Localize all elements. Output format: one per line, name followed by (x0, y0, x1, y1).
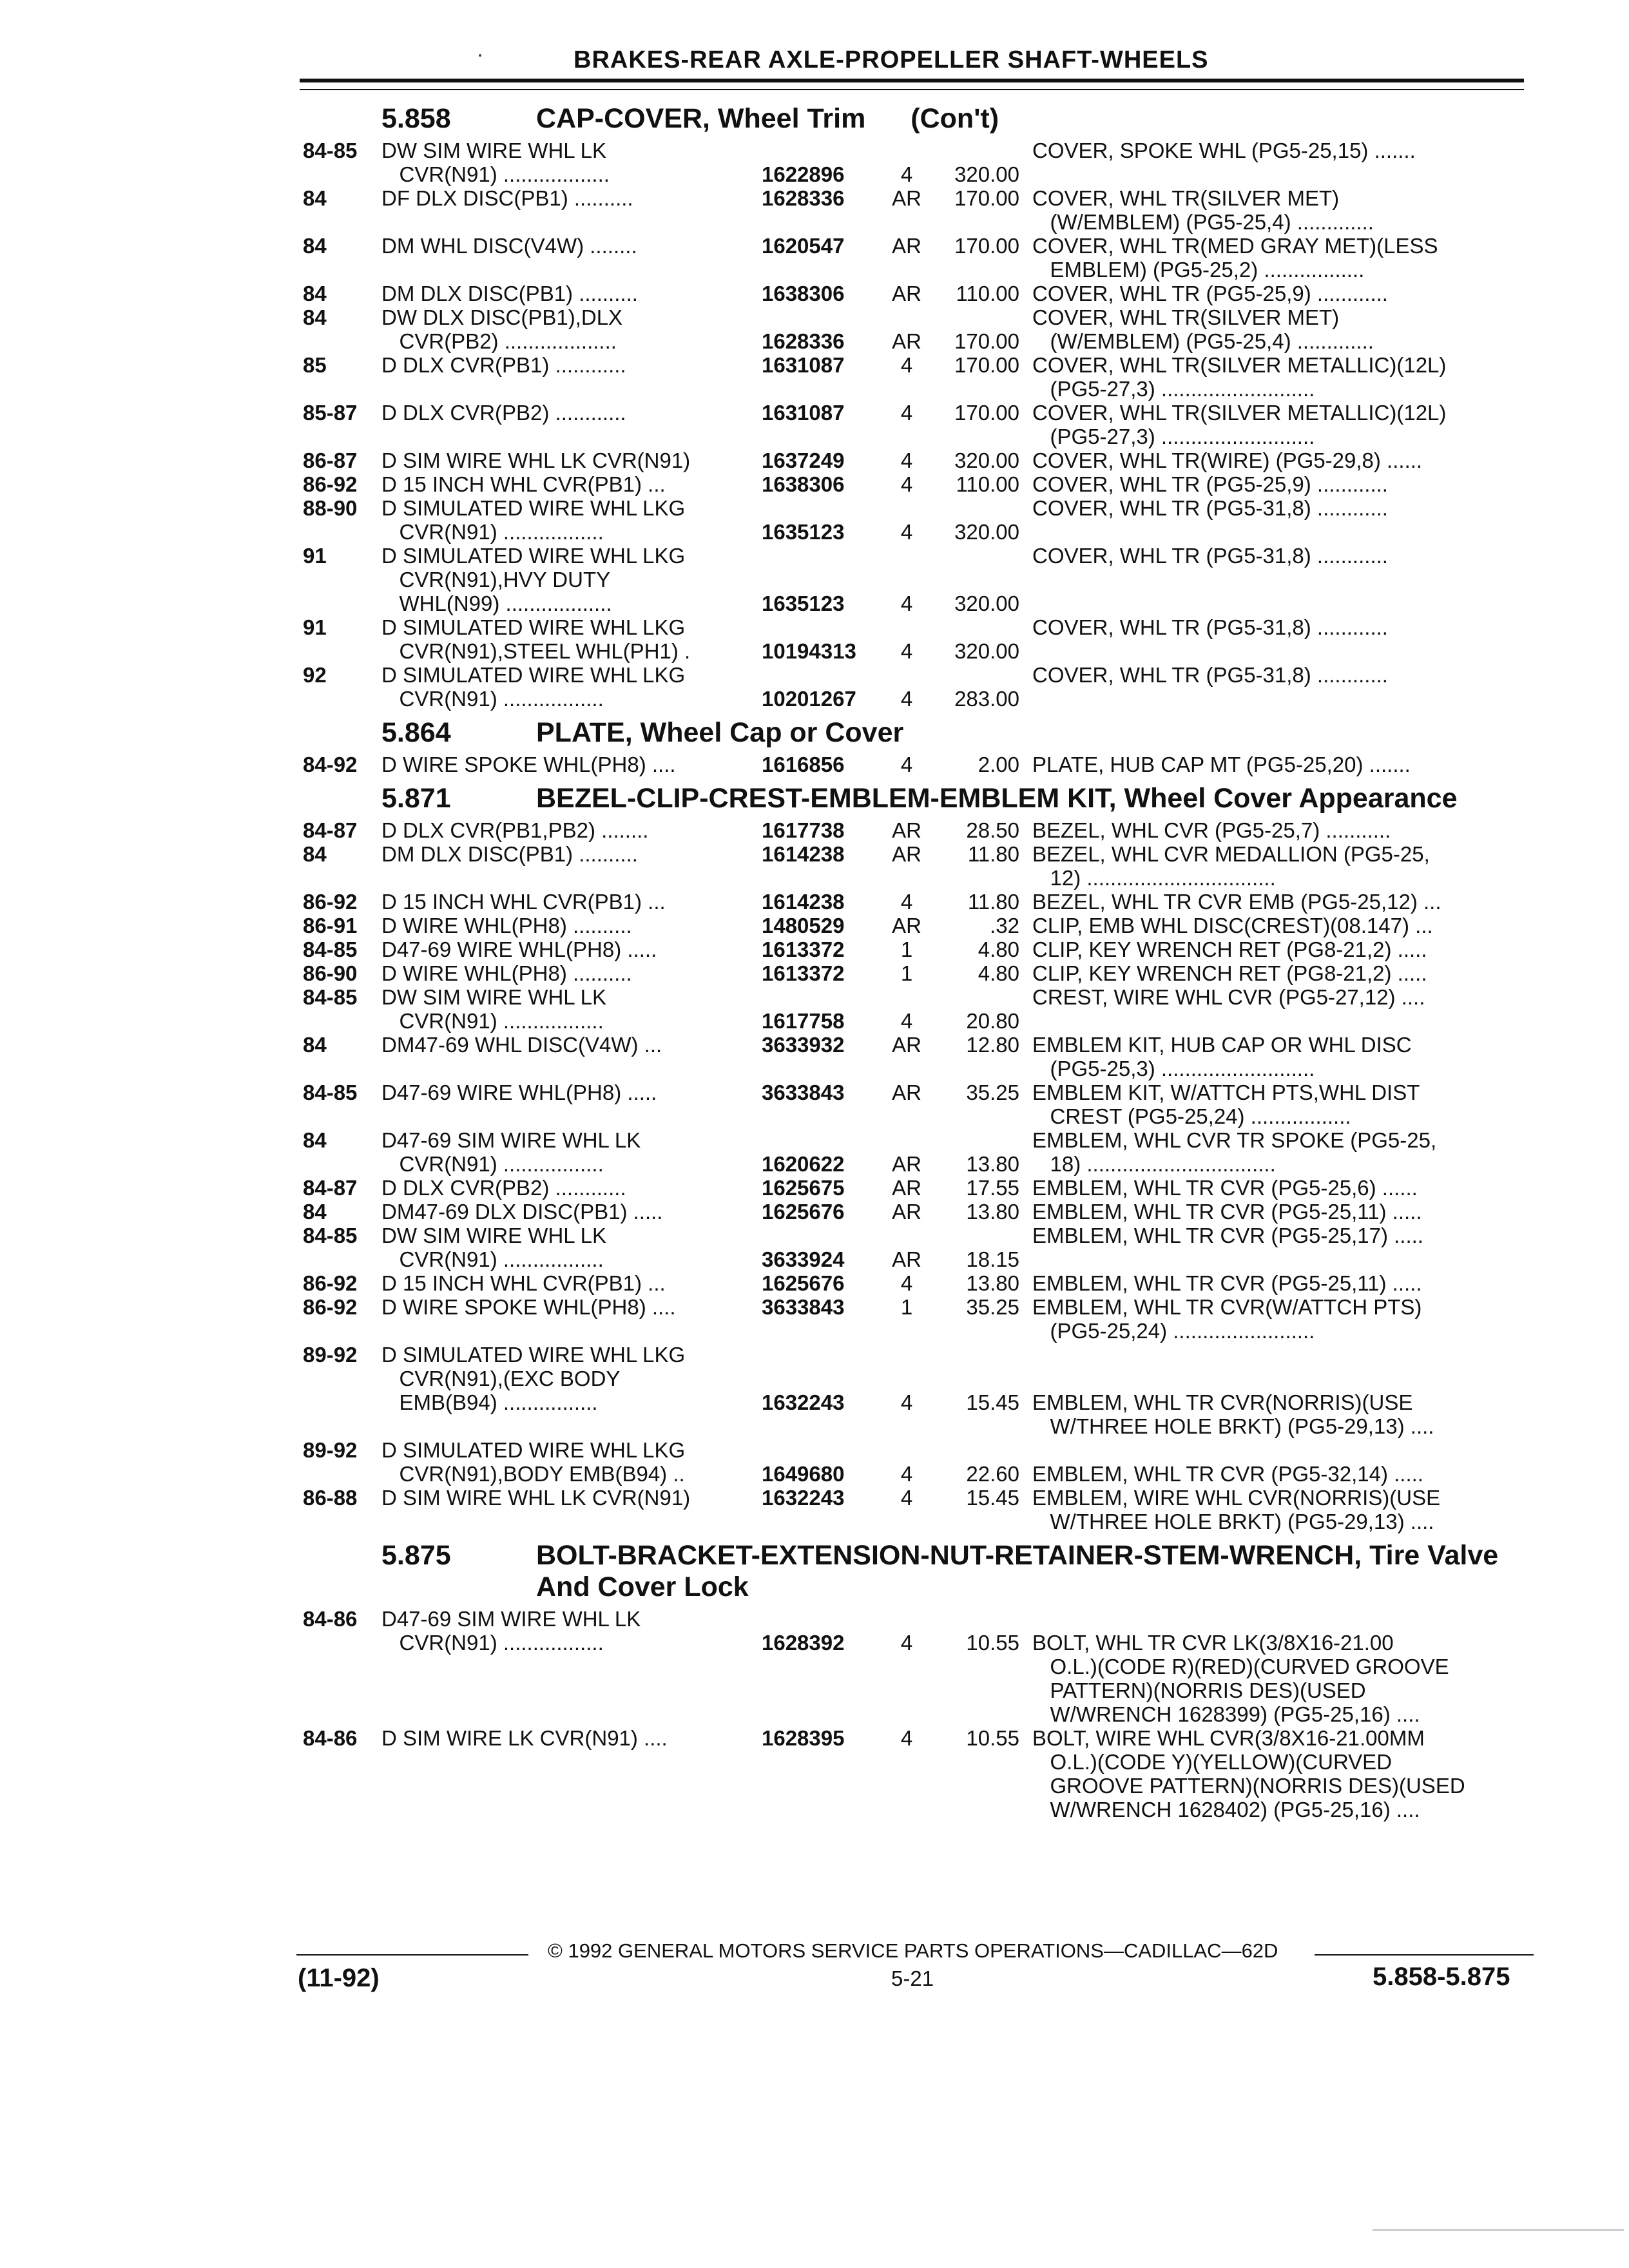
model-description: D47-69 WIRE WHL(PH8) ..... (381, 937, 657, 961)
price: 22.60 (966, 1462, 1019, 1486)
model-description: D WIRE SPOKE WHL(PH8) .... (381, 1295, 676, 1319)
model-description: D SIMULATED WIRE WHL LKG CVR(N91),STEEL WHL(PH1) . (381, 615, 691, 663)
part-row (303, 961, 1540, 985)
part-description: COVER, WHL TR (PG5-31,8) ............ (1032, 663, 1388, 687)
model-description: D SIM WIRE WHL LK CVR(N91) (381, 1486, 691, 1510)
part-description: COVER, WHL TR(SILVER METALLIC)(12L) (PG5-27,3) .......................... (1032, 353, 1447, 401)
quantity: 4 (900, 1271, 913, 1295)
part-description: EMBLEM, WHL CVR TR SPOKE (PG5-25, 18) ................................ (1032, 1128, 1437, 1176)
model-year: 84 (303, 186, 327, 210)
price: 28.50 (966, 818, 1019, 842)
model-description: D DLX CVR(PB1) ............ (381, 353, 626, 377)
quantity: 4 (900, 1726, 913, 1750)
part-description: COVER, WHL TR (PG5-25,9) ............ (1032, 282, 1388, 305)
part-row (303, 1726, 1540, 1821)
section-title: PLATE, Wheel Cap or Cover (536, 717, 904, 748)
model-year: 84-87 (303, 1176, 358, 1200)
part-number: 1628336 (762, 186, 845, 210)
model-year: 84-85 (303, 139, 358, 162)
quantity: AR (892, 282, 921, 305)
part-description: EMBLEM, WHL TR CVR (PG5-25,17) ..... (1032, 1224, 1423, 1247)
model-year: 84-86 (303, 1607, 358, 1631)
quantity: 4 (900, 1462, 913, 1486)
quantity: 4 (900, 639, 913, 663)
quantity: AR (892, 186, 921, 210)
section-title-wrap (536, 717, 1540, 749)
part-row (303, 1128, 1540, 1176)
quantity: AR (892, 842, 921, 866)
quantity: AR (892, 1200, 921, 1224)
part-description: COVER, WHL TR(SILVER MET) (W/EMBLEM) (PG5-25,4) ............. (1032, 305, 1374, 353)
part-number: 3633924 (762, 1247, 845, 1271)
model-year: 85 (303, 353, 327, 377)
quantity: AR (892, 1033, 921, 1057)
price: 110.00 (956, 282, 1019, 305)
part-description: COVER, WHL TR (PG5-25,9) ............ (1032, 472, 1388, 496)
part-number: 1613372 (762, 961, 845, 985)
quantity: 4 (900, 1486, 913, 1510)
part-number: 1613372 (762, 937, 845, 961)
part-row (303, 914, 1540, 937)
model-year: 84 (303, 1033, 327, 1057)
section-heading (303, 783, 1540, 814)
price: 170.00 (954, 353, 1019, 377)
model-description: DM47-69 DLX DISC(PB1) ..... (381, 1200, 663, 1224)
part-number: 1625675 (762, 1176, 845, 1200)
price: 13.80 (966, 1271, 1019, 1295)
quantity: 4 (900, 687, 913, 711)
part-number: 10194313 (762, 639, 856, 663)
model-year: 84 (303, 282, 327, 305)
part-row (303, 1033, 1540, 1081)
part-number: 1628392 (762, 1631, 845, 1655)
price: .32 (990, 914, 1019, 937)
parts-listing (303, 97, 1540, 1821)
section-number: 5.871 (381, 783, 451, 814)
price: 170.00 (954, 401, 1019, 425)
part-row (303, 353, 1540, 401)
price: 170.00 (954, 234, 1019, 258)
part-number: 1620547 (762, 234, 845, 258)
price: 320.00 (954, 639, 1019, 663)
section-title: CAP-COVER, Wheel Trim (536, 103, 866, 134)
model-description: DW SIM WIRE WHL LK CVR(N91) ................. (381, 1224, 606, 1271)
price: 15.45 (966, 1390, 1019, 1414)
quantity: 4 (900, 1631, 913, 1655)
part-row (303, 1343, 1540, 1438)
price: 10.55 (966, 1726, 1019, 1750)
quantity: 4 (900, 591, 913, 615)
model-description: DM DLX DISC(PB1) .......... (381, 842, 638, 866)
part-row (303, 890, 1540, 914)
part-number: 1628395 (762, 1726, 845, 1750)
part-description: COVER, WHL TR (PG5-31,8) ............ (1032, 496, 1388, 520)
part-number: 10201267 (762, 687, 856, 711)
header-rule-thin (300, 89, 1524, 90)
price: 4.80 (978, 937, 1019, 961)
model-year: 86-92 (303, 472, 358, 496)
part-number: 1649680 (762, 1462, 845, 1486)
part-description: EMBLEM, WHL TR CVR(NORRIS)(USE W/THREE HOLE BRKT) (PG5-29,13) .... (1032, 1390, 1434, 1438)
part-number: 3633843 (762, 1081, 845, 1104)
model-year: 84 (303, 1200, 327, 1224)
part-row (303, 472, 1540, 496)
scan-speck (479, 54, 481, 57)
price: 2.00 (978, 753, 1019, 776)
model-year: 85-87 (303, 401, 358, 425)
section-title: BOLT-BRACKET-EXTENSION-NUT-RETAINER-STEM-WRENCH, Tire Valve And Cover Lock (536, 1540, 1499, 1602)
footer-rule-right (1315, 1954, 1534, 1956)
model-year: 88-90 (303, 496, 358, 520)
model-description: DM WHL DISC(V4W) ........ (381, 234, 637, 258)
model-year: 84 (303, 842, 327, 866)
quantity: 4 (900, 162, 913, 186)
model-description: D WIRE WHL(PH8) .......... (381, 961, 632, 985)
part-row (303, 1607, 1540, 1726)
model-description: DM47-69 WHL DISC(V4W) ... (381, 1033, 662, 1057)
quantity: 4 (900, 448, 913, 472)
price: 13.80 (966, 1152, 1019, 1176)
part-description: CLIP, EMB WHL DISC(CREST)(08.147) ... (1032, 914, 1433, 937)
footer-rule-left (296, 1954, 528, 1956)
price: 110.00 (956, 472, 1019, 496)
part-row (303, 985, 1540, 1033)
price: 320.00 (954, 520, 1019, 544)
price: 35.25 (966, 1081, 1019, 1104)
section-title-wrap (536, 103, 1540, 135)
model-year: 86-92 (303, 1295, 358, 1319)
model-year: 84-85 (303, 1224, 358, 1247)
model-year: 89-92 (303, 1438, 358, 1462)
model-description: D DLX CVR(PB2) ............ (381, 401, 626, 425)
price: 18.15 (966, 1247, 1019, 1271)
copyright: © 1992 GENERAL MOTORS SERVICE PARTS OPERATIONS—CADILLAC—62D (548, 1939, 1278, 1962)
part-row (303, 937, 1540, 961)
price: 320.00 (954, 591, 1019, 615)
part-number: 1614238 (762, 842, 845, 866)
revision-date: (11-92) (298, 1964, 380, 1992)
part-description: PLATE, HUB CAP MT (PG5-25,20) ....... (1032, 753, 1411, 776)
model-year: 91 (303, 544, 327, 568)
price: 11.80 (967, 842, 1019, 866)
part-description: COVER, SPOKE WHL (PG5-25,15) ....... (1032, 139, 1416, 162)
part-row (303, 544, 1540, 615)
model-year: 84-92 (303, 753, 358, 776)
part-row (303, 663, 1540, 711)
part-row (303, 1295, 1540, 1343)
model-description: DW DLX DISC(PB1),DLX CVR(PB2) ................... (381, 305, 623, 353)
part-description: CREST, WIRE WHL CVR (PG5-27,12) .... (1032, 985, 1425, 1009)
model-description: D WIRE WHL(PH8) .......... (381, 914, 632, 937)
part-row (303, 1271, 1540, 1295)
model-year: 84 (303, 305, 327, 329)
price: 170.00 (954, 329, 1019, 353)
part-row (303, 282, 1540, 305)
part-row (303, 139, 1540, 186)
price: 320.00 (954, 448, 1019, 472)
quantity: 4 (900, 401, 913, 425)
part-row (303, 753, 1540, 776)
model-year: 86-92 (303, 1271, 358, 1295)
part-row (303, 842, 1540, 890)
section-heading (303, 103, 1540, 135)
part-number: 1638306 (762, 282, 845, 305)
model-description: D SIMULATED WIRE WHL LKG CVR(N91),HVY DUTY WHL(N99) .................. (381, 544, 686, 615)
part-row (303, 234, 1540, 282)
part-row (303, 818, 1540, 842)
section-title-wrap (536, 1540, 1540, 1603)
part-row (303, 496, 1540, 544)
quantity: 4 (900, 890, 913, 914)
part-number: 1625676 (762, 1271, 845, 1295)
model-description: D DLX CVR(PB1,PB2) ........ (381, 818, 649, 842)
quantity: AR (892, 234, 921, 258)
part-description: EMBLEM, WHL TR CVR (PG5-25,11) ..... (1032, 1271, 1422, 1295)
model-year: 91 (303, 615, 327, 639)
part-row (303, 615, 1540, 663)
part-description: COVER, WHL TR (PG5-31,8) ............ (1032, 615, 1388, 639)
quantity: AR (892, 914, 921, 937)
section-range: 5.858-5.875 (1373, 1963, 1510, 1991)
model-description: D SIMULATED WIRE WHL LKG CVR(N91) ................. (381, 496, 686, 544)
model-year: 89-92 (303, 1343, 358, 1367)
part-description: BOLT, WHL TR CVR LK(3/8X16-21.00 O.L.)(CODE R)(RED)(CURVED GROOVE PATTERN)(NORRIS DES)(USED W/WRENCH 1628399) (PG5-25,16) .... (1032, 1631, 1449, 1726)
quantity: AR (892, 1247, 921, 1271)
model-year: 86-91 (303, 914, 358, 937)
part-description: EMBLEM, WIRE WHL CVR(NORRIS)(USE W/THREE HOLE BRKT) (PG5-29,13) .... (1032, 1486, 1441, 1533)
model-year: 84-85 (303, 1081, 358, 1104)
part-description: EMBLEM KIT, W/ATTCH PTS,WHL DIST CREST (PG5-25,24) ................. (1032, 1081, 1420, 1128)
part-description: EMBLEM KIT, HUB CAP OR WHL DISC (PG5-25,3) .......................... (1032, 1033, 1412, 1081)
model-year: 86-92 (303, 890, 358, 914)
price: 17.55 (966, 1176, 1019, 1200)
part-description: BEZEL, WHL TR CVR EMB (PG5-25,12) ... (1032, 890, 1441, 914)
model-description: D WIRE SPOKE WHL(PH8) .... (381, 753, 676, 776)
model-year: 86-88 (303, 1486, 358, 1510)
model-description: D 15 INCH WHL CVR(PB1) ... (381, 472, 666, 496)
quantity: AR (892, 1176, 921, 1200)
part-row (303, 1200, 1540, 1224)
model-description: D SIMULATED WIRE WHL LKG CVR(N91),BODY EMB(B94) .. (381, 1438, 686, 1486)
part-description: COVER, WHL TR(SILVER MET) (W/EMBLEM) (PG5-25,4) ............. (1032, 186, 1374, 234)
part-description: COVER, WHL TR (PG5-31,8) ............ (1032, 544, 1388, 568)
part-description: BEZEL, WHL CVR MEDALLION (PG5-25, 12) ................................ (1032, 842, 1430, 890)
part-description: COVER, WHL TR(MED GRAY MET)(LESS EMBLEM) (PG5-25,2) ................. (1032, 234, 1438, 282)
price: 4.80 (978, 961, 1019, 985)
part-number: 1480529 (762, 914, 845, 937)
part-number: 1631087 (762, 353, 845, 377)
price: 35.25 (966, 1295, 1019, 1319)
model-description: D SIM WIRE LK CVR(N91) .... (381, 1726, 668, 1750)
quantity: 4 (900, 1390, 913, 1414)
quantity: 4 (900, 353, 913, 377)
price: 13.80 (966, 1200, 1019, 1224)
quantity: 4 (900, 753, 913, 776)
model-year: 92 (303, 663, 327, 687)
quantity: 4 (900, 520, 913, 544)
section-title: BEZEL-CLIP-CREST-EMBLEM-EMBLEM KIT, Wheel Cover Appearance (536, 783, 1458, 814)
price: 11.80 (967, 890, 1019, 914)
section-number: 5.875 (381, 1540, 451, 1571)
part-row (303, 1224, 1540, 1271)
part-number: 1625676 (762, 1200, 845, 1224)
model-description: D SIMULATED WIRE WHL LKG CVR(N91),(EXC BODY EMB(B94) ................ (381, 1343, 686, 1414)
section-heading (303, 1540, 1540, 1603)
model-description: DM DLX DISC(PB1) .......... (381, 282, 638, 305)
part-row (303, 448, 1540, 472)
price: 283.00 (954, 687, 1019, 711)
model-description: DW SIM WIRE WHL LK CVR(N91) ................. (381, 985, 606, 1033)
part-row (303, 401, 1540, 448)
part-row (303, 1176, 1540, 1200)
price: 20.80 (966, 1009, 1019, 1033)
model-year: 86-87 (303, 448, 358, 472)
model-description: D 15 INCH WHL CVR(PB1) ... (381, 1271, 666, 1295)
part-number: 3633843 (762, 1295, 845, 1319)
section-title-wrap (536, 783, 1540, 814)
part-description: CLIP, KEY WRENCH RET (PG8-21,2) ..... (1032, 937, 1427, 961)
part-description: EMBLEM, WHL TR CVR (PG5-25,6) ...... (1032, 1176, 1418, 1200)
part-description: COVER, WHL TR(WIRE) (PG5-29,8) ...... (1032, 448, 1423, 472)
model-year: 84-85 (303, 985, 358, 1009)
model-year: 84 (303, 1128, 327, 1152)
part-row (303, 1486, 1540, 1533)
part-number: 1638306 (762, 472, 845, 496)
model-description: D47-69 SIM WIRE WHL LK CVR(N91) ................. (381, 1607, 641, 1655)
price: 12.80 (966, 1033, 1019, 1057)
quantity: AR (892, 818, 921, 842)
section-number: 5.864 (381, 717, 451, 748)
part-row (303, 1081, 1540, 1128)
quantity: 1 (900, 961, 913, 985)
model-year: 86-90 (303, 961, 358, 985)
header-rule (300, 79, 1524, 82)
part-description: BEZEL, WHL CVR (PG5-25,7) ........... (1032, 818, 1391, 842)
model-year: 84-85 (303, 937, 358, 961)
part-number: 1632243 (762, 1486, 845, 1510)
model-year: 84 (303, 234, 327, 258)
scan-artifact (1373, 2229, 1624, 2231)
model-description: D SIM WIRE WHL LK CVR(N91) (381, 448, 691, 472)
part-number: 1628336 (762, 329, 845, 353)
model-description: D47-69 WIRE WHL(PH8) ..... (381, 1081, 657, 1104)
price: 15.45 (966, 1486, 1019, 1510)
model-description: D DLX CVR(PB2) ............ (381, 1176, 626, 1200)
part-number: 1635123 (762, 520, 845, 544)
model-description: D 15 INCH WHL CVR(PB1) ... (381, 890, 666, 914)
model-description: DF DLX DISC(PB1) .......... (381, 186, 633, 210)
part-description: BOLT, WIRE WHL CVR(3/8X16-21.00MM O.L.)(CODE Y)(YELLOW)(CURVED GROOVE PATTERN)(NORRIS DES)(USED W/WRENCH 1628402) (PG5-25,16) .... (1032, 1726, 1465, 1821)
quantity: AR (892, 1081, 921, 1104)
page-number: 5-21 (891, 1966, 934, 1990)
model-description: DW SIM WIRE WHL LK CVR(N91) .................. (381, 139, 610, 186)
part-number: 1637249 (762, 448, 845, 472)
part-number: 1620622 (762, 1152, 845, 1176)
part-description: EMBLEM, WHL TR CVR (PG5-25,11) ..... (1032, 1200, 1422, 1224)
part-number: 1617738 (762, 818, 845, 842)
quantity: 1 (900, 937, 913, 961)
part-number: 3633932 (762, 1033, 845, 1057)
model-year: 84-86 (303, 1726, 358, 1750)
part-description: EMBLEM, WHL TR CVR(W/ATTCH PTS) (PG5-25,24) ........................ (1032, 1295, 1422, 1343)
quantity: 1 (900, 1295, 913, 1319)
price: 170.00 (954, 186, 1019, 210)
section-number: 5.858 (381, 103, 451, 134)
price: 320.00 (954, 162, 1019, 186)
quantity: AR (892, 1152, 921, 1176)
part-number: 1614238 (762, 890, 845, 914)
part-number: 1632243 (762, 1390, 845, 1414)
part-row (303, 1438, 1540, 1486)
part-description: CLIP, KEY WRENCH RET (PG8-21,2) ..... (1032, 961, 1427, 985)
part-number: 1622896 (762, 162, 845, 186)
price: 10.55 (966, 1631, 1019, 1655)
model-description: D SIMULATED WIRE WHL LKG CVR(N91) ................. (381, 663, 686, 711)
part-row (303, 305, 1540, 353)
quantity: AR (892, 329, 921, 353)
part-description: EMBLEM, WHL TR CVR (PG5-32,14) ..... (1032, 1462, 1423, 1486)
model-year: 84-87 (303, 818, 358, 842)
quantity: 4 (900, 472, 913, 496)
page-header: BRAKES-REAR AXLE-PROPELLER SHAFT-WHEELS (574, 46, 1209, 73)
part-row (303, 186, 1540, 234)
continued-label: (Con't) (911, 103, 999, 134)
model-description: D47-69 SIM WIRE WHL LK CVR(N91) ................. (381, 1128, 641, 1176)
part-number: 1635123 (762, 591, 845, 615)
section-heading (303, 717, 1540, 749)
quantity: 4 (900, 1009, 913, 1033)
part-description: COVER, WHL TR(SILVER METALLIC)(12L) (PG5-27,3) .......................... (1032, 401, 1447, 448)
part-number: 1617758 (762, 1009, 845, 1033)
part-number: 1631087 (762, 401, 845, 425)
part-number: 1616856 (762, 753, 845, 776)
